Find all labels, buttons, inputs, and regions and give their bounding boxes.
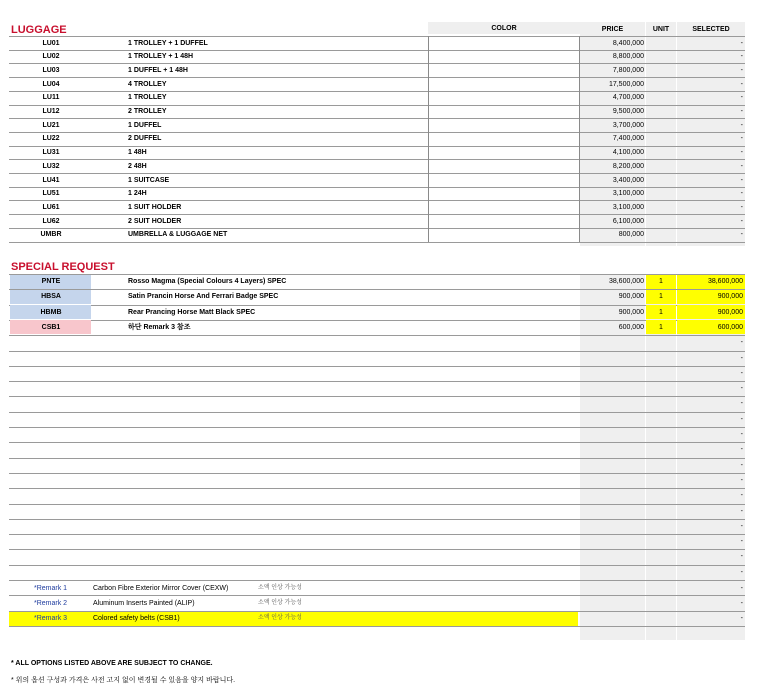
item-selected: - bbox=[740, 39, 743, 47]
remark-description: Aluminum Inserts Painted (ALIP) bbox=[93, 599, 195, 607]
item-price: 4,700,000 bbox=[612, 94, 644, 102]
empty-selected: - bbox=[740, 492, 743, 500]
item-code: LU01 bbox=[42, 39, 60, 47]
special-description: Rear Prancing Horse Matt Black SPEC bbox=[128, 308, 256, 316]
empty-selected: - bbox=[740, 415, 743, 423]
special-unit: 1 bbox=[659, 308, 663, 316]
row-divider bbox=[9, 366, 745, 367]
color-col-right-border bbox=[579, 36, 580, 242]
note-subject-to-change: * ALL OPTIONS LISTED ABOVE ARE SUBJECT TO CHANGE. bbox=[11, 660, 213, 667]
row-divider bbox=[9, 626, 745, 627]
item-code: LU61 bbox=[42, 203, 60, 211]
empty-selected: - bbox=[740, 568, 743, 576]
item-price: 17,500,000 bbox=[608, 80, 644, 88]
item-description: 1 TROLLEY + 1 DUFFEL bbox=[128, 39, 208, 47]
item-description: 4 TROLLEY bbox=[128, 80, 167, 88]
color-header: COLOR bbox=[491, 25, 517, 32]
item-price: 8,400,000 bbox=[612, 39, 644, 47]
item-description: UMBRELLA & LUGGAGE NET bbox=[128, 231, 228, 239]
price-header: PRICE bbox=[601, 26, 624, 33]
item-price: 4,100,000 bbox=[612, 149, 644, 157]
luggage-title: LUGGAGE bbox=[11, 24, 67, 36]
color-col-left-border bbox=[428, 36, 429, 242]
item-price: 7,800,000 bbox=[612, 66, 644, 74]
item-selected: - bbox=[740, 203, 743, 211]
row-divider bbox=[9, 242, 745, 243]
item-description: 2 48H bbox=[128, 162, 147, 170]
empty-selected: - bbox=[740, 446, 743, 454]
special-request-title: SPECIAL REQUEST bbox=[11, 261, 115, 273]
empty-selected: - bbox=[740, 339, 743, 347]
row-divider bbox=[9, 427, 745, 428]
item-selected: - bbox=[740, 80, 743, 88]
row-divider bbox=[9, 381, 745, 382]
special-code: PNTE bbox=[41, 278, 61, 285]
item-code: LU32 bbox=[42, 162, 60, 170]
item-code: LU03 bbox=[42, 66, 60, 74]
item-selected: - bbox=[740, 176, 743, 184]
unit-header: UNIT bbox=[652, 26, 670, 33]
remark-note: 소액 인상 가능성 bbox=[258, 599, 302, 606]
special-selected: 38,600,000 bbox=[707, 278, 743, 285]
selected-header: SELECTED bbox=[692, 26, 730, 33]
item-description: 1 24H bbox=[128, 190, 147, 198]
item-code: LU11 bbox=[42, 94, 60, 102]
item-price: 3,700,000 bbox=[612, 121, 644, 129]
item-code: LU04 bbox=[42, 80, 60, 88]
item-selected: - bbox=[740, 217, 743, 225]
remark-note: 소액 인상 가능성 bbox=[258, 584, 302, 591]
remark-selected: - bbox=[740, 615, 743, 623]
empty-selected: - bbox=[740, 522, 743, 530]
empty-selected: - bbox=[740, 476, 743, 484]
special-code: CSB1 bbox=[41, 323, 61, 331]
item-selected: - bbox=[740, 149, 743, 157]
empty-selected: - bbox=[740, 431, 743, 438]
row-divider bbox=[9, 504, 745, 505]
row-divider bbox=[9, 549, 745, 550]
item-code: LU41 bbox=[42, 176, 60, 184]
row-divider bbox=[9, 335, 745, 336]
row-divider bbox=[9, 351, 745, 352]
item-price: 3,100,000 bbox=[612, 203, 644, 211]
unit-col-bg bbox=[646, 22, 676, 246]
item-code: LU21 bbox=[42, 121, 60, 129]
item-price: 8,800,000 bbox=[612, 53, 644, 61]
special-code: HBSA bbox=[41, 293, 61, 301]
empty-selected: - bbox=[740, 507, 743, 515]
item-description: 1 DUFFEL + 1 48H bbox=[128, 66, 188, 74]
empty-selected: - bbox=[740, 538, 743, 546]
item-price: 9,500,000 bbox=[612, 108, 644, 115]
item-price: 8,200,000 bbox=[612, 162, 644, 170]
special-description: Satin Prancin Horse And Ferrari Badge SPEC bbox=[128, 293, 279, 301]
remark-description: Carbon Fibre Exterior Mirror Cover (CEXW) bbox=[93, 584, 229, 592]
item-selected: - bbox=[740, 135, 743, 143]
special-price: 600,000 bbox=[618, 323, 644, 331]
item-description: 2 DUFFEL bbox=[128, 135, 162, 143]
row-divider bbox=[9, 488, 745, 489]
row-divider bbox=[9, 458, 745, 459]
item-price: 3,400,000 bbox=[612, 176, 644, 184]
item-selected: - bbox=[740, 190, 743, 198]
item-selected: - bbox=[740, 108, 743, 115]
item-code: LU02 bbox=[42, 53, 60, 61]
item-selected: - bbox=[740, 162, 743, 170]
empty-selected: - bbox=[740, 461, 743, 469]
item-description: 2 TROLLEY bbox=[128, 108, 167, 115]
special-description: 하단 Remark 3 참조 bbox=[128, 323, 191, 331]
item-description: 2 SUIT HOLDER bbox=[128, 217, 182, 225]
item-selected: - bbox=[740, 94, 743, 102]
row-divider bbox=[9, 565, 745, 566]
item-description: 1 TROLLEY + 1 48H bbox=[128, 53, 194, 61]
remark-selected: - bbox=[740, 584, 743, 592]
note-korean: * 위의 옵션 구성과 가격은 사전 고지 없이 변경될 수 있음을 양지 바랍니다. bbox=[11, 677, 236, 684]
item-code: UMBR bbox=[40, 231, 62, 239]
special-code: HBMB bbox=[40, 308, 62, 316]
item-code: LU62 bbox=[42, 217, 60, 225]
remark-label: *Remark 3 bbox=[34, 615, 68, 623]
item-code: LU12 bbox=[42, 108, 60, 115]
special-selected: 900,000 bbox=[717, 293, 743, 301]
item-selected: - bbox=[740, 53, 743, 61]
item-price: 7,400,000 bbox=[612, 135, 644, 143]
item-price: 6,100,000 bbox=[612, 217, 644, 225]
row-divider bbox=[9, 412, 745, 413]
empty-selected: - bbox=[740, 553, 743, 561]
item-description: 1 DUFFEL bbox=[128, 121, 162, 129]
item-price: 3,100,000 bbox=[612, 190, 644, 198]
item-code: LU31 bbox=[42, 149, 60, 157]
special-price: 900,000 bbox=[618, 308, 644, 316]
special-unit: 1 bbox=[659, 278, 663, 285]
row-divider bbox=[9, 519, 745, 520]
special-unit: 1 bbox=[659, 293, 663, 301]
item-description: 1 SUIT HOLDER bbox=[128, 203, 182, 211]
item-price: 800,000 bbox=[618, 231, 644, 239]
remark-note: 소액 인상 가능성 bbox=[258, 615, 302, 622]
item-selected: - bbox=[740, 66, 743, 74]
row-divider bbox=[9, 473, 745, 474]
special-unit: 1 bbox=[659, 323, 663, 331]
item-code: LU22 bbox=[42, 135, 60, 143]
remark-selected: - bbox=[740, 599, 743, 607]
remark-label: *Remark 1 bbox=[34, 584, 68, 592]
item-description: 1 TROLLEY bbox=[128, 94, 167, 102]
remark-label: *Remark 2 bbox=[34, 599, 68, 607]
special-selected: 900,000 bbox=[717, 308, 743, 316]
empty-selected: - bbox=[740, 385, 743, 393]
special-price: 38,600,000 bbox=[608, 278, 644, 285]
item-description: 1 48H bbox=[128, 149, 147, 157]
row-divider bbox=[9, 396, 745, 397]
row-divider bbox=[9, 534, 745, 535]
item-selected: - bbox=[740, 121, 743, 129]
item-code: LU51 bbox=[42, 190, 60, 198]
remark-description: Colored safety belts (CSB1) bbox=[93, 615, 180, 623]
special-selected: 600,000 bbox=[717, 323, 743, 331]
item-selected: - bbox=[740, 231, 743, 239]
empty-selected: - bbox=[740, 369, 743, 377]
row-divider bbox=[9, 442, 745, 443]
special-price: 900,000 bbox=[618, 293, 644, 301]
empty-selected: - bbox=[740, 400, 743, 408]
special-description: Rosso Magma (Special Colours 4 Layers) SPEC bbox=[128, 278, 287, 285]
item-description: 1 SUITCASE bbox=[128, 176, 170, 184]
empty-selected: - bbox=[740, 354, 743, 362]
